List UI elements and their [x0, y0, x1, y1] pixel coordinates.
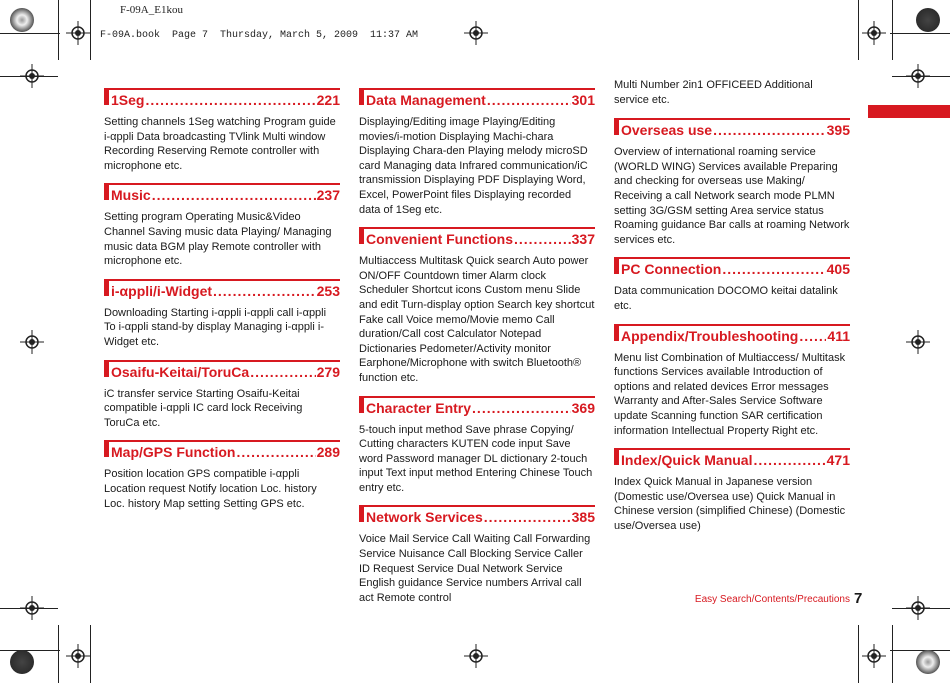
toc-title: Music	[111, 187, 151, 204]
crop-line	[890, 650, 950, 651]
crop-line	[892, 0, 893, 60]
column-2	[359, 88, 595, 615]
toc-page: 279	[316, 363, 340, 380]
toc-heading[interactable]	[614, 118, 850, 141]
column-1	[104, 88, 340, 521]
toc-body: Menu list Combination of Multiaccess/ Multitask functions Services available Introduction of options and related devices Error messages Warranty and After-Sales Service Software update Scanning function SAR certification information Intellectual Property Right etc.	[614, 351, 846, 437]
toc-title: PC Connection	[621, 261, 722, 278]
leader-dots	[722, 261, 825, 277]
crop-line	[858, 0, 859, 60]
color-target-icon	[916, 8, 940, 32]
column-3	[614, 78, 850, 543]
toc-page: 395	[826, 122, 850, 139]
toc-section	[614, 257, 850, 313]
toc-heading[interactable]	[359, 227, 595, 250]
toc-heading[interactable]	[614, 324, 850, 347]
registration-mark-icon	[464, 644, 488, 668]
toc-section	[359, 88, 595, 217]
toc-page: 411	[827, 327, 850, 344]
leader-dots	[213, 283, 316, 299]
toc-title: Osaifu-Keitai/ToruCa	[111, 363, 250, 380]
crop-line	[58, 0, 59, 60]
leader-dots	[487, 92, 571, 108]
toc-title: Index/Quick Manual	[621, 452, 753, 469]
continued-text: Multi Number 2in1 OFFICEED Additional service etc.	[614, 79, 813, 106]
toc-section	[614, 118, 850, 247]
toc-page: 301	[571, 92, 595, 108]
toc-heading[interactable]	[104, 279, 340, 302]
toc-heading[interactable]	[359, 396, 595, 419]
toc-page: 369	[571, 399, 595, 416]
crop-line	[890, 33, 950, 34]
toc-section	[104, 183, 340, 268]
registration-mark-icon	[906, 64, 930, 88]
registration-mark-icon	[862, 21, 886, 45]
toc-section	[104, 360, 340, 431]
toc-body: iC transfer service Starting Osaifu-Keitai compatible i-αppli IC card lock Receiving ToruCa etc.	[104, 387, 303, 429]
toc-page: 385	[571, 509, 595, 526]
toc-body: Voice Mail Service Call Waiting Call Forwarding Service Nuisance Call Blocking Service Caller ID Request Service Dual Network Service English guidance Service numbers Arrival call act Remote control	[359, 533, 591, 604]
leader-dots	[250, 364, 315, 380]
crop-line	[0, 33, 60, 34]
leader-dots	[514, 231, 571, 247]
toc-title: Character Entry	[366, 399, 472, 416]
color-target-icon	[10, 650, 34, 674]
registration-mark-icon	[20, 64, 44, 88]
leader-dots	[713, 122, 826, 138]
toc-heading[interactable]	[614, 448, 850, 471]
toc-section	[359, 396, 595, 496]
toc-body: Data communication DOCOMO keitai datalink etc.	[614, 285, 838, 312]
registration-mark-icon	[862, 644, 886, 668]
leader-dots	[753, 452, 825, 468]
toc-section	[614, 324, 850, 439]
registration-mark-icon	[906, 596, 930, 620]
toc-section	[359, 227, 595, 385]
toc-section	[614, 448, 850, 533]
registration-mark-icon	[20, 596, 44, 620]
toc-title: Appendix/Troubleshooting	[621, 327, 799, 344]
toc-title: i-αppli/i-Widget	[111, 282, 213, 299]
toc-page: 289	[316, 444, 340, 461]
toc-heading[interactable]	[104, 440, 340, 463]
toc-body: Displaying/Editing image Playing/Editing movies/i-motion Displaying Machi-chara Displaying Chara-den Playing melody microSD card Managing data Infrared communication/iC transmission Displaying PDF Displaying Word, Excel, PowerPoint files Displaying recorded data of 1Seg etc.	[359, 116, 588, 216]
toc-heading[interactable]	[359, 505, 595, 528]
toc-body: Multiaccess Multitask Quick search Auto power ON/OFF Countdown timer Alarm clock Scheduler Shortcut icons Custom menu Slide and edit Turn-display option Search key shortcut Fake call Voice memo/Movie memo Call duration/Call cost Calculator Notepad Dictionaries Pedometer/Activity monitor Earphone/Microphone with switch Bluetooth® function etc.	[359, 255, 595, 384]
chapter-tab	[868, 105, 950, 118]
toc-body: Setting program Operating Music&Video Channel Saving music data Playing/ Managing music data BGM play Remote controller with microphone etc.	[104, 211, 332, 268]
toc-body: Overview of international roaming service (WORLD WING) Services available Preparing and checking for overseas use Making/ Receiving a call Network search mode PLMN setting 3G/GSM setting Area service status Roaming guidance Bar calls at roaming Network services etc.	[614, 146, 850, 246]
crop-line	[0, 650, 60, 651]
toc-title: 1Seg	[111, 92, 145, 108]
toc-page: 221	[316, 92, 340, 108]
registration-mark-icon	[906, 330, 930, 354]
toc-page: 237	[316, 187, 340, 204]
toc-title: Map/GPS Function	[111, 444, 236, 461]
crop-line	[892, 625, 893, 683]
toc-heading[interactable]	[359, 88, 595, 111]
toc-body: Index Quick Manual in Japanese version (Domestic use/Oversea use) Quick Manual in Chinese version (simplified Chinese) (Domestic use/Oversea use)	[614, 476, 846, 532]
book-header: F-09A.book Page 7 Thursday, March 5, 2009 11:37 AM	[100, 30, 419, 41]
toc-heading[interactable]	[104, 360, 340, 383]
crop-line	[90, 625, 91, 683]
toc-body: 5-touch input method Save phrase Copying/ Cutting characters KUTEN code input Save word Password manager DL dictionary 2-touch input Text input method Entering Chinese Touch entry etc.	[359, 423, 593, 494]
toc-heading[interactable]	[614, 257, 850, 280]
toc-body: Setting channels 1Seg watching Program guide i-αppli Data broadcasting TVlink Multi window Recording Reserving Remote controller with microphone etc.	[104, 116, 336, 172]
registration-mark-icon	[66, 644, 90, 668]
toc-page: 471	[826, 452, 850, 469]
crop-line	[90, 0, 91, 60]
registration-mark-icon	[464, 21, 488, 45]
toc-page: 405	[826, 261, 850, 278]
color-target-icon	[10, 8, 34, 32]
color-target-icon	[916, 650, 940, 674]
crop-line	[858, 625, 859, 683]
leader-dots	[236, 444, 315, 460]
registration-mark-icon	[20, 330, 44, 354]
toc-heading[interactable]	[104, 183, 340, 206]
toc-heading[interactable]	[104, 88, 340, 111]
leader-dots	[799, 328, 826, 344]
leader-dots	[152, 187, 316, 203]
registration-mark-icon	[66, 21, 90, 45]
leader-dots	[145, 92, 315, 108]
toc-body: Position location GPS compatible i-αppli Location request Notify location Loc. history Loc. history Map setting Setting GPS etc.	[104, 468, 317, 510]
page-number: 7	[854, 590, 863, 607]
toc-body: Downloading Starting i-αppli i-αppli call i-αppli To i-αppli stand-by display Managing i-αppli i-Widget etc.	[104, 306, 327, 348]
toc-title: Network Services	[366, 509, 483, 526]
doc-code: F-09A_E1kou	[120, 4, 183, 16]
toc-section	[104, 440, 340, 511]
toc-page: 337	[571, 231, 595, 248]
toc-title: Convenient Functions	[366, 231, 513, 248]
toc-page: 253	[316, 282, 340, 299]
leader-dots	[484, 509, 571, 525]
toc-section	[359, 505, 595, 605]
toc-section	[104, 279, 340, 350]
toc-title: Data Management	[366, 92, 486, 108]
toc-section	[104, 88, 340, 173]
leader-dots	[472, 400, 571, 416]
toc-title: Overseas use	[621, 122, 713, 139]
crop-line	[58, 625, 59, 683]
footer-section-label: Easy Search/Contents/Precautions	[694, 594, 850, 605]
